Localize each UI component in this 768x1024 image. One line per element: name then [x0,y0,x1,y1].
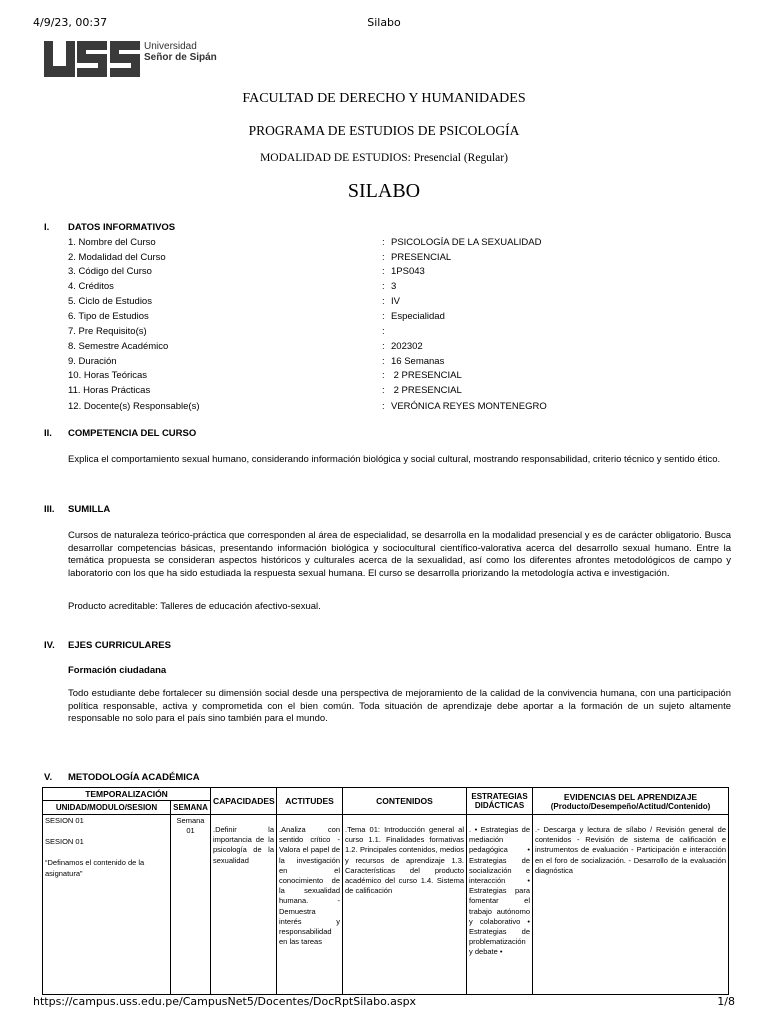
info-row [68,385,748,399]
evidencias-text: .- Descarga y lectura de sílabo / Revisión general de contenidos - Revisión de sistema de calificación e instrumentos de evaluación - Participación e interacción en el foro de socialización. - Desarrollo de la evaluación diagnóstica [535,825,727,875]
section-2-title: COMPETENCIA DEL CURSO [68,428,197,439]
header-unidad: UNIDAD/MODULO/SESION [43,801,171,815]
faculty-heading: FACULTAD DE DERECHO Y HUMANIDADES [242,91,526,106]
header-estrategias: ESTRATEGIAS DIDÁCTICAS [467,788,533,815]
info-row [68,281,748,295]
section-1-title: DATOS INFORMATIVOS [68,222,176,233]
print-title: Silabo [367,16,401,29]
info-value: 2 PRESENCIAL [391,385,462,396]
info-value: PRESENCIAL [391,252,452,263]
logo-line-1: Universidad [144,41,197,52]
info-value: Especialidad [391,311,445,322]
uss-logo [44,41,140,77]
ejes-text: Todo estudiante debe fortalecer su dimensión social desde una perspectiva de mejoramiento de la calidad de la convivencia humana, con una participación política responsable, activa y comprometida con el bien común. Toda situación de aprendizaje debe aportar a la formación de un sujeto altamente responsable no solo para el país sino también para el mundo. [68,688,731,724]
cell-unidad [43,815,171,995]
info-key: 12. Docente(s) Responsable(s) [68,401,200,412]
print-datetime: 4/9/23, 00:37 [33,16,108,29]
table-row [43,815,729,995]
info-value: VERÓNICA REYES MONTENEGRO [391,401,547,412]
header-evidencias [533,788,729,815]
info-key: 11. Horas Prácticas [68,385,151,396]
cell-actitudes [277,815,343,995]
info-value: PSICOLOGÍA DE LA SEXUALIDAD [391,237,542,248]
actitudes-text: .Analiza con sentido crítico -Valora el papel de la investigación en el conocimiento de la sexualidad humana. - Demuestra interés y responsabilidad en las tareas [279,825,341,947]
info-colon: : [382,296,385,307]
info-row [68,266,748,280]
logo-line-2: Señor de Sipán [144,52,217,63]
page-url: https://campus.uss.edu.pe/CampusNet5/Docentes/DocRptSilabo.aspx [33,995,417,1008]
info-row [68,237,748,251]
info-value: 3 [391,281,397,292]
capacidades-text: .Definir la importancia de la psicología de la sexualidad [213,825,275,865]
formacion-subtitle: Formación ciudadana [68,665,167,676]
info-value: IV [391,296,400,307]
section-4-title: EJES CURRICULARES [68,640,171,651]
modality-heading: MODALIDAD DE ESTUDIOS: Presencial (Regular) [260,152,508,164]
estrategias-text: . • Estrategias de mediación pedagógica • Estrategias de socialización e interacción • Estrategias para fomentar el trabajo autónomo y colaborativo • Estrategias de problematización y debate • [469,825,531,957]
info-key: 1. Nombre del Curso [68,237,156,248]
unidad-line-1: SESION 01 [45,816,84,825]
cell-estrategias [467,815,533,995]
header-contenidos: CONTENIDOS [343,788,467,815]
info-key: 9. Duración [68,356,117,367]
metodologia-table [42,787,729,995]
info-key: 5. Ciclo de Estudios [68,296,152,307]
info-colon: : [382,252,385,263]
info-colon: : [382,311,385,322]
header-evidencias-subtitle: (Producto/Desempeño/Actitud/Contenido) [550,801,711,811]
section-5-number: V. [44,772,53,783]
info-colon: : [382,401,385,412]
info-key: 7. Pre Requisito(s) [68,326,147,337]
info-key: 4. Créditos [68,281,114,292]
header-semana: SEMANA [171,801,211,815]
cell-capacidades [211,815,277,995]
cell-evidencias [533,815,729,995]
info-row [68,356,748,370]
section-2-number: II. [44,428,52,439]
unidad-line-2: SESION 01 [45,837,84,847]
section-3-title: SUMILLA [68,504,111,515]
info-colon: : [382,370,385,381]
info-row [68,252,748,266]
header-temporalizacion: TEMPORALIZACIÓN [43,788,211,801]
competencia-text: Explica el comportamiento sexual humano, considerando información biológica y social cultural, mostrando responsabilidad, criterio técnico y sentido ético. [68,454,721,465]
info-colon: : [382,326,385,337]
info-row [68,341,748,355]
info-key: 8. Semestre Académico [68,341,169,352]
logo-text [144,41,217,63]
unidad-line-3: “Definamos el contenido de la asignatura” [45,858,145,878]
cell-semana [171,815,211,995]
contenidos-text: .Tema 01: Introducción general al curso 1.1. Finalidades formativas 1.2. Principales contenidos, medios y recursos de aprendizaje 1.3. Características del producto académico del curso 1.4. Sistema de calificación [345,825,465,896]
info-row [68,326,748,340]
info-row [68,311,748,325]
info-colon: : [382,266,385,277]
program-heading: PROGRAMA DE ESTUDIOS DE PSICOLOGÍA [248,123,520,138]
info-colon: : [382,385,385,396]
page-number: 1/8 [717,995,735,1008]
info-value: 202302 [391,341,423,352]
header-capacidades: CAPACIDADES [211,788,277,815]
info-key: 2. Modalidad del Curso [68,252,166,263]
info-colon: : [382,341,385,352]
info-row [68,296,748,310]
info-colon: : [382,356,385,367]
info-value: 16 Semanas [391,356,445,367]
info-colon: : [382,281,385,292]
info-value: 1PS043 [391,266,425,277]
document-title: SILABO [347,180,421,202]
info-row [68,401,748,415]
producto-acreditable: Producto acreditable: Talleres de educación afectivo-sexual. [68,601,321,612]
info-key: 3. Código del Curso [68,266,152,277]
section-5-title: METODOLOGÍA ACADÉMICA [68,772,200,783]
info-key: 6. Tipo de Estudios [68,311,149,322]
section-3-number: III. [44,504,55,515]
info-key: 10. Horas Teóricas [68,370,148,381]
header-actitudes: ACTITUDES [277,788,343,815]
cell-contenidos [343,815,467,995]
info-colon: : [382,237,385,248]
header-evidencias-title: EVIDENCIAS DEL APRENDIZAJE [563,791,698,802]
info-row [68,370,748,384]
info-value: 2 PRESENCIAL [391,370,462,381]
section-1-number: I. [44,222,50,233]
section-4-number: IV. [44,640,55,651]
sumilla-text: Cursos de naturaleza teórico-práctica que corresponden al área de especialidad, se desarrolla en la modalidad presencial y es de carácter obligatorio. Busca desarrollar competencias básicas, presentando información biológica y sociocultural científico-valorativa acerca del desarrollo sexual humano. Entre la temática propuesta se consideran aspectos históricos y culturales acerca de la sexualidad, así como los diferentes afrontes metodológicos de campo y laboratorio con los que ha sido estudiada la respuesta sexual humana. El curso se desarrolla priorizando la metodología activa e investigación. [68,530,731,579]
semana-text: Semana 01 [176,816,205,836]
